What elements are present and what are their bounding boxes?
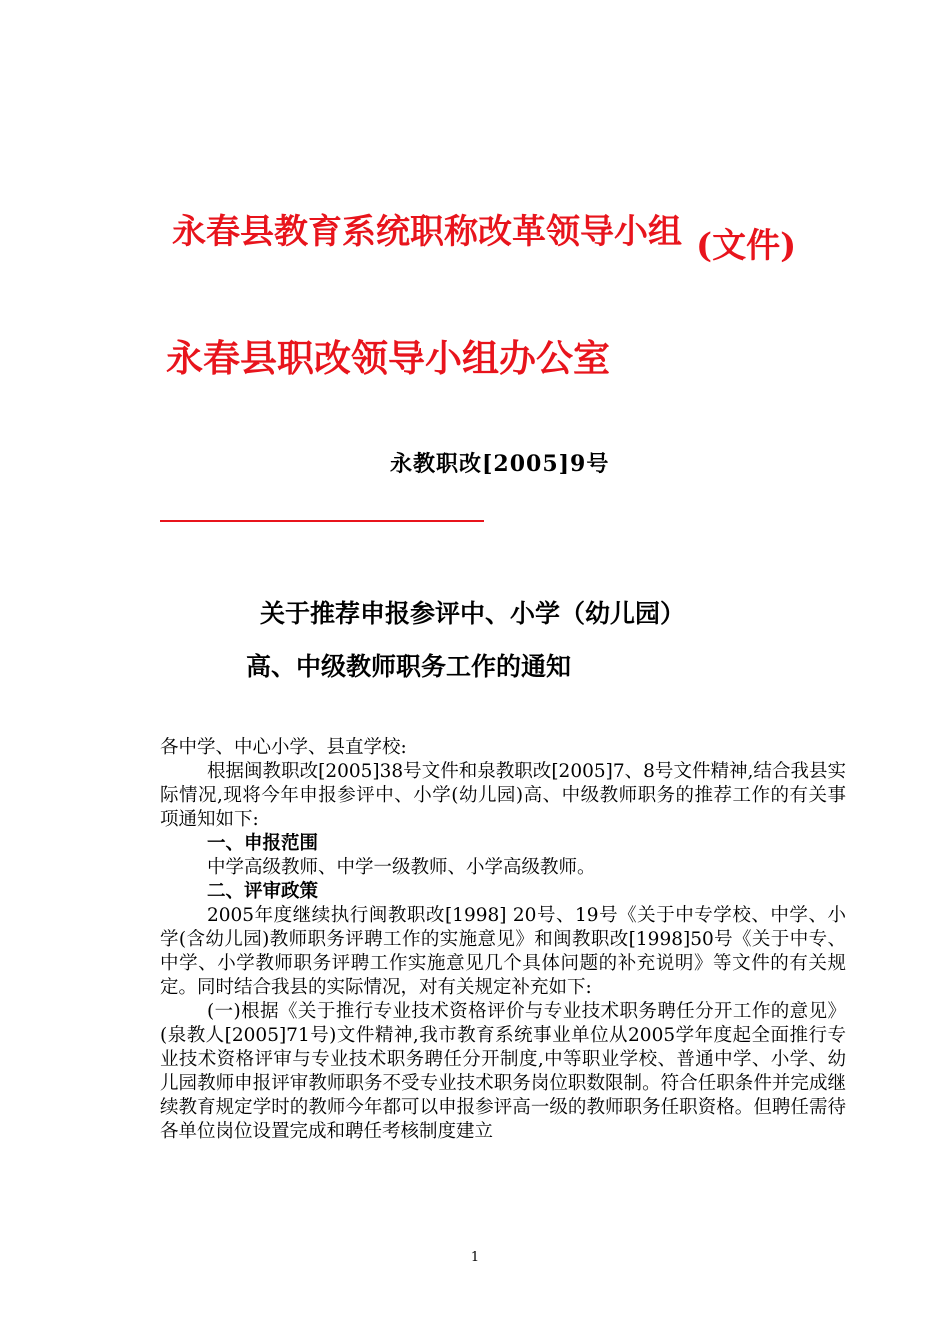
notice-title-line-1: 关于推荐申报参评中、小学（幼儿园） <box>260 599 686 628</box>
red-divider-line <box>160 520 484 522</box>
issuer-line-2: 永春县职改领导小组办公室 <box>166 336 610 380</box>
issuer-line-1: 永春县教育系统职称改革领导小组 <box>172 212 682 252</box>
paragraph-intro: 根据闽教职改[2005]38号文件和泉教职改[2005]7、8号文件精神,结合我县实际情况,现将今年申报参评中、小学(幼儿园)高、中级教师职务的推荐工作的有关事项通知如下: <box>160 761 846 830</box>
salutation: 各中学、中心小学、县直学校: <box>160 737 407 758</box>
notice-title-line-2: 高、中级教师职务工作的通知 <box>246 652 572 681</box>
paragraph-policy: 2005年度继续执行闽教职改[1998] 20号、19号《关于中专学校、中学、小学(含幼儿园)教师职务评聘工作的实施意见》和闽教职改[1998]50号《关于中专、中学、小学教师职务评聘工作实施意见几个具体问题的补充说明》等文件的有关规定。同时结合我县的实际情况，对有关规定补充如下: <box>160 905 846 998</box>
section-heading-policy: 二、评审政策 <box>207 881 319 902</box>
page-number: 1 <box>470 1250 480 1265</box>
section-text-scope: 中学高级教师、中学一级教师、小学高级教师。 <box>207 857 596 878</box>
paragraph-item-1: (一)根据《关于推行专业技术资格评价与专业技术职务聘任分开工作的意见》(泉教人[2005]71号)文件精神,我市教育系统事业单位从2005学年度起全面推行专业技术资格评审与专业技术职务聘任分开制度,中等职业学校、普通中学、小学、幼儿园教师申报评审教师职务不受专业技术职务岗位职数限制。符合任职条件并完成继续教育规定学时的教师今年都可以申报参评高一级的教师职务任职资格。但聘任需待各单位岗位设置完成和聘任考核制度建立 <box>160 1001 846 1142</box>
section-heading-scope: 一、申报范围 <box>207 833 319 854</box>
document-body <box>160 736 846 1144</box>
document-number: 永教职改[2005]9号 <box>390 451 610 477</box>
issuer-suffix: (文件) <box>696 226 797 266</box>
